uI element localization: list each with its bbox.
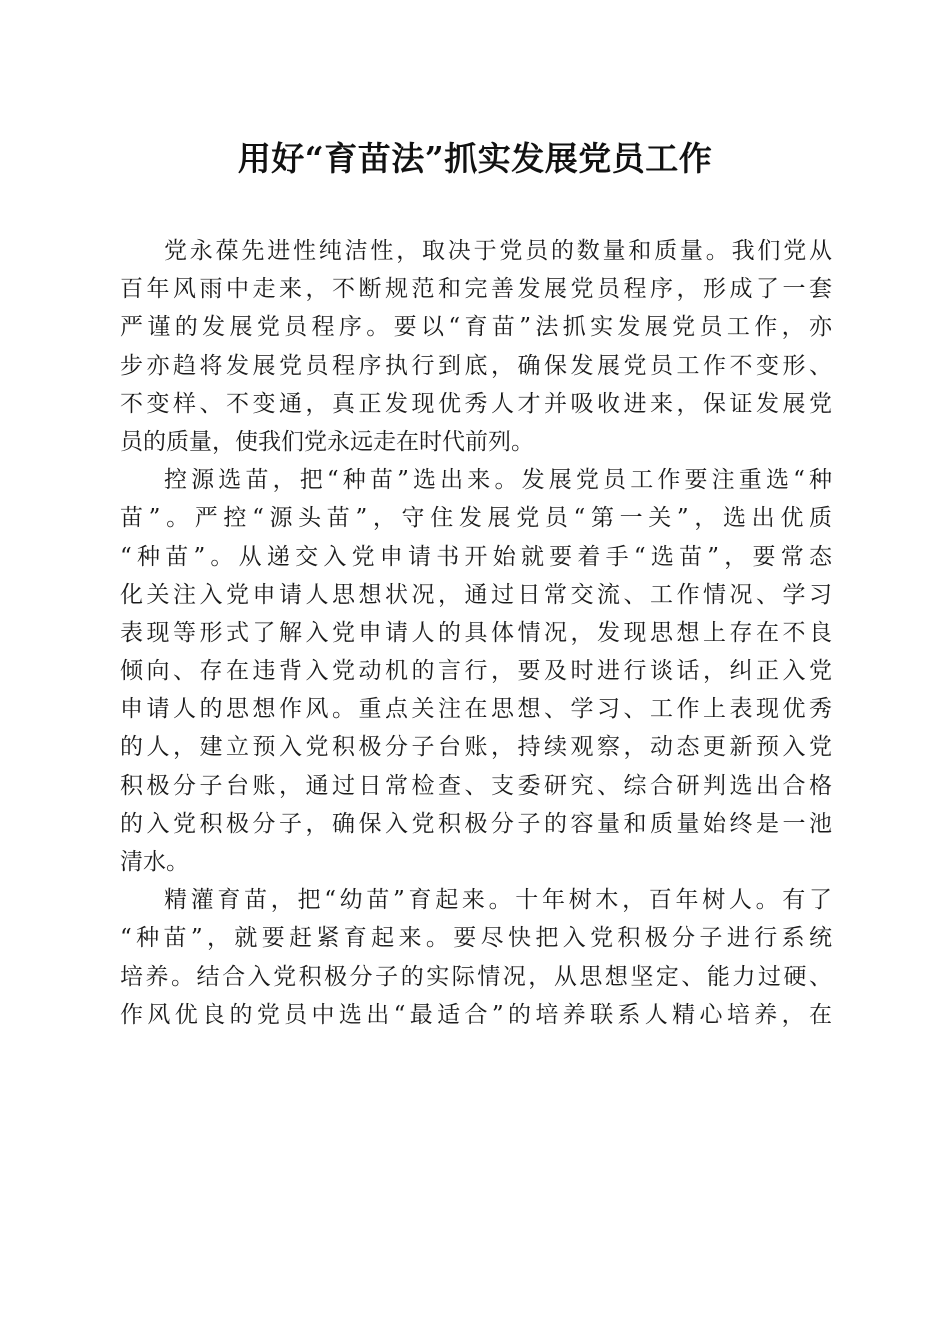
text-line: 不变样、不变通，真正发现优秀人才并吸收进来，保证发展党 — [120, 390, 832, 417]
paragraph-1 — [120, 232, 832, 461]
text-line: 表现等形式了解入党申请人的具体情况，发现思想上存在不良 — [120, 619, 832, 646]
text-line: 化关注入党申请人思想状况，通过日常交流、工作情况、学习 — [120, 581, 832, 608]
text-line: 的人，建立预入党积极分子台账，持续观察，动态更新预入党 — [120, 734, 832, 761]
text-line: 的入党积极分子，确保入党积极分子的容量和质量始终是一池 — [120, 810, 832, 837]
text-line: 培养。结合入党积极分子的实际情况，从思想坚定、能力过硬、 — [120, 963, 832, 990]
paragraph-2 — [120, 461, 832, 881]
paragraph-3 — [120, 881, 832, 1034]
text-line: 精灌育苗，把“幼苗”育起来。十年树木，百年树人。有了 — [164, 887, 832, 914]
text-line: 申请人的思想作风。重点关注在思想、学习、工作上表现优秀 — [120, 696, 832, 723]
document-title: 用好“育苗法”抓实发展党员工作 — [237, 139, 713, 178]
text-line: 党永葆先进性纯洁性，取决于党员的数量和质量。我们党从 — [164, 238, 832, 264]
text-line: 员的质量，使我们党永远走在时代前列。 — [120, 428, 534, 455]
text-line: “种苗”，就要赶紧育起来。要尽快把入党积极分子进行系统 — [120, 925, 832, 952]
document-body — [120, 232, 832, 1034]
text-line: 倾向、存在违背入党动机的言行，要及时进行谈话，纠正入党 — [120, 658, 832, 685]
text-line: 苗”。严控“源头苗”，守住发展党员“第一关”，选出优质 — [120, 505, 832, 532]
text-line: 百年风雨中走来，不断规范和完善发展党员程序，形成了一套 — [120, 276, 832, 303]
text-line: 作风优良的党员中选出“最适合”的培养联系人精心培养，在 — [120, 1001, 832, 1028]
text-line: 严谨的发展党员程序。要以“育苗”法抓实发展党员工作，亦 — [120, 314, 832, 341]
text-line: 控源选苗，把“种苗”选出来。发展党员工作要注重选“种 — [164, 467, 832, 494]
text-line: 积极分子台账，通过日常检查、支委研究、综合研判选出合格 — [120, 772, 832, 799]
text-line: 清水。 — [120, 849, 189, 875]
text-line: 步亦趋将发展党员程序执行到底，确保发展党员工作不变形、 — [120, 352, 832, 379]
text-line: “种苗”。从递交入党申请书开始就要着手“选苗”，要常态 — [120, 543, 832, 570]
